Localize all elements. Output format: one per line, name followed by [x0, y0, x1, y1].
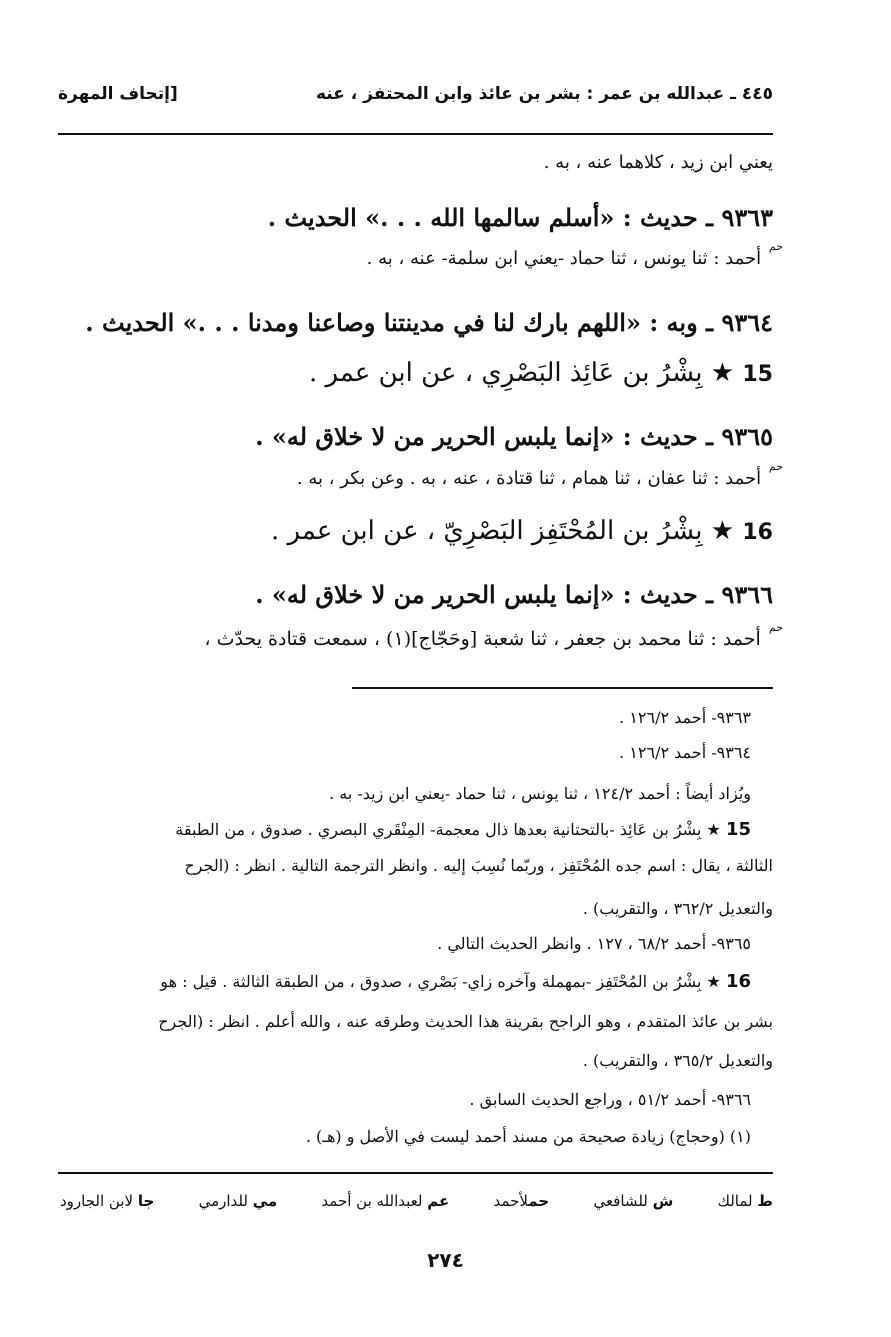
hadith-9364: ٩٣٦٤ ـ وبه : «اللهم بارك لنا في مدينتنا وصاعنا ومدنا . . .» الحديث .	[85, 308, 773, 337]
footnote-9366: ٩٣٦٦- أحمد ٥١/٢ ، وراجع الحديث السابق .	[469, 1090, 751, 1109]
biography-16	[60, 516, 773, 546]
abbreviation-item: ش للشافعي	[593, 1192, 674, 1210]
abbreviation-item: عم لعبدالله بن أحمد	[321, 1192, 450, 1210]
footnote-line: والتعديل ٣٦٥/٢ ، والتقريب) .	[582, 1051, 773, 1070]
abbreviation-item: مي للدارمي	[198, 1192, 278, 1210]
isnad-text: أحمد : ثنا عفان ، ثنا همام ، ثنا قتادة ، عنه ، به . وعن بكر ، به .	[296, 468, 762, 489]
biography-text: بِشْرُ بن عَائِذ البَصْرِي ، عن ابن عمر .	[308, 358, 703, 388]
abbreviation-item: حملأحمد	[493, 1192, 550, 1210]
isnad-9366	[60, 621, 783, 650]
footnote-text: بِشْرُ بن المُحْتَفِز -بمهملة وآخره زاي- بَصْري ، صدوق ، من الطبقة الثالثة . قيل : هو	[160, 972, 702, 991]
star-icon: ★	[710, 358, 735, 388]
star-icon: ★	[706, 972, 721, 991]
footnote-marker-1: (١) (وحجاج) زيادة صحيحة من مسند أحمد ليست في الأصل و (هـ) .	[305, 1127, 751, 1146]
source-symbol: حم	[768, 621, 783, 634]
source-symbol: حم	[768, 240, 783, 253]
isnad-text: أحمد : ثنا يونس ، ثنا حماد -يعني ابن سلمة- عنه ، به .	[366, 248, 762, 269]
running-title: ٤٤٥ ـ عبدالله بن عمر : بشر بن عائذ وابن المحتفز ، عنه	[315, 84, 773, 104]
footnote-9364-addition: ويُزاد أيضاً : أحمد ١٢٤/٢ ، ثنا يونس ، ثنا حماد -يعني ابن زيد- به .	[329, 784, 751, 803]
page-header	[58, 84, 773, 114]
footnote-bio-16	[60, 971, 751, 992]
footnote-line: الثالثة ، يقال : اسم جده المُحْتَفِز ، وربّما نُسِبَ إليه . وانظر الترجمة التالية . انظر : (الجرح	[184, 856, 773, 875]
biography-15	[60, 358, 773, 388]
hadith-9366: ٩٣٦٦ ـ حديث : «إنما يلبس الحرير من لا خلاق له» .	[255, 580, 773, 609]
abbreviation-item: جا لابن الجارود	[60, 1192, 155, 1210]
abbreviations-key	[60, 1192, 773, 1210]
hadith-9365: ٩٣٦٥ ـ حديث : «إنما يلبس الحرير من لا خلاق له» .	[255, 422, 773, 451]
abbreviation-item: ط لمالك	[717, 1192, 773, 1210]
biography-number: 15	[742, 362, 773, 387]
page-number: ٢٧٤	[427, 1248, 464, 1272]
isnad-9365	[60, 460, 783, 489]
footnote-text: بِشْرُ بن عَائِذ -بالتحتانية بعدها ذال معجمة- المِنْقَري البصري . صدوق ، من الطبقة	[175, 820, 702, 839]
footnote-separator	[352, 687, 773, 689]
biography-text: بِشْرُ بن المُحْتَفِز البَصْرِيّ ، عن ابن عمر .	[270, 516, 703, 546]
star-icon: ★	[706, 820, 721, 839]
book-title: [إتحاف المهرة	[58, 84, 178, 104]
hadith-9363: ٩٣٦٣ ـ حديث : «أسلم سالمها الله . . .» الحديث .	[267, 203, 773, 232]
footnote-line: والتعديل ٣٦٢/٢ ، والتقريب) .	[582, 899, 773, 918]
biography-number: 16	[742, 520, 773, 545]
abbreviations-rule	[58, 1172, 773, 1174]
footnote-bio-15	[60, 819, 751, 840]
isnad-text: أحمد : ثنا محمد بن جعفر ، ثنا شعبة [وحَجّاج](١) ، سمعت قتادة يحدّث ،	[204, 628, 761, 650]
footnote-9363: ٩٣٦٣- أحمد ١٢٦/٢ .	[619, 708, 751, 727]
text-line: يعني ابن زيد ، كلاهما عنه ، به .	[543, 152, 773, 173]
biography-number: 16	[725, 971, 751, 992]
footnote-9364: ٩٣٦٤- أحمد ١٢٦/٢ .	[619, 743, 751, 762]
isnad-9363	[60, 240, 783, 269]
footnote-9365: ٩٣٦٥- أحمد ٦٨/٢ ، ١٢٧ . وانظر الحديث التالي .	[437, 934, 751, 953]
header-rule	[58, 133, 773, 135]
star-icon: ★	[710, 516, 735, 546]
source-symbol: حم	[768, 460, 783, 473]
biography-number: 15	[725, 819, 751, 840]
footnote-line: بشر بن عائذ المتقدم ، وهو الراجح بقرينة هذا الحديث وطرقه عنه ، والله أعلم . انظر : (الجرح	[158, 1012, 773, 1031]
